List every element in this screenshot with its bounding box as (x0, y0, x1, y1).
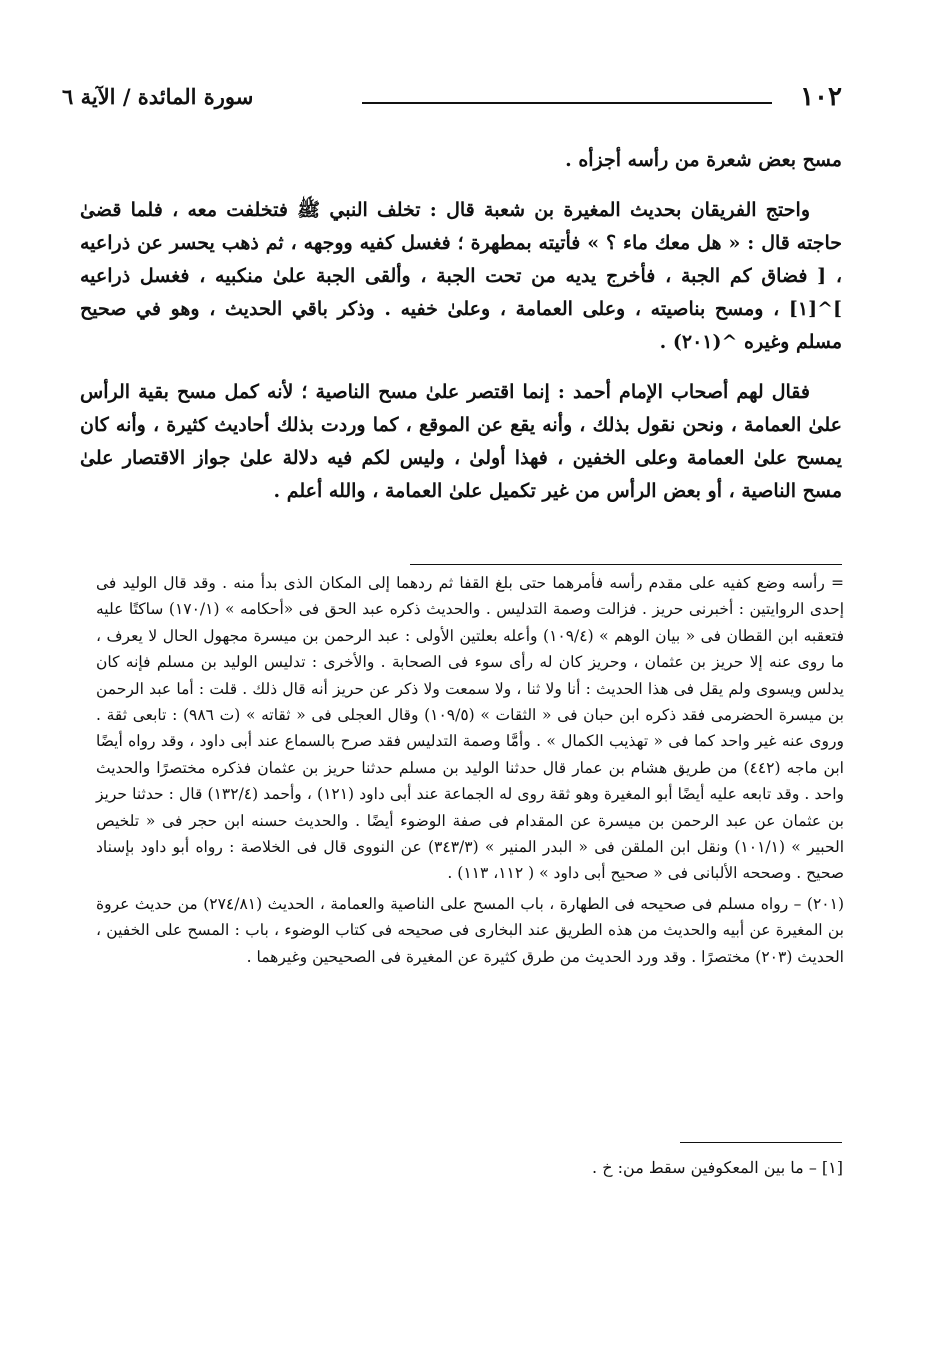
header-rule (362, 102, 772, 104)
main-paragraph: واحتج الفريقان بحديث المغيرة بن شعبة قال : تخلف النبي ﷺ فتخلفت معه ، فلما قضىٰ حاجته قال : « هل معك ماء ؟ » فأتيته بمطهرة ؛ فغسل كفيه ووجهه ، ثم ذهب يحسر عن ذراعيه ، [ فضاق كم الجبة ، فأخرج يديه من تحت الجبة ، وألقى الجبة علىٰ منكبيه ، فغسل ذراعيه ]^[١] ، ومسح بناصيته ، وعلى العمامة ، وعلىٰ خفيه . وذكر باقي الحديث ، وهو في صحيح مسلم وغيره ^(٢٠١) . (80, 199, 842, 353)
footnote-continuation: = رأسه وضع كفيه على مقدم رأسه فأمرهما حتى بلغ القفا ثم ردهما إلى المكان الذى بدأ منه . وقد قال الوليد فى إحدى الروايتين : أخبرنى حريز . فزالت وصمة التدليس . والحديث ذكره عبد الحق فى «أحكامه » (١٧٠/١) ساكتًا عليه فتعقبه ابن القطان فى « بيان الوهم » (١٠٩/٤) وأعله بعلتين الأولى : عبد الرحمن بن ميسرة مجهول الحال لا يعرف ، ما روى عنه إلا حريز بن عثمان ، وحريز كان له رأى سوء فى الصحابة . والأخرى : تدليس الوليد بن مسلم فإنه كان يدلس ويسوى ولم يقل فى هذا الحديث : أنا ولا ثنا ، ولا سمعت ولا ذكر عن حريز أنه قال ذلك . قلت : أما عبد الرحمن بن ميسرة الحضرمى فقد ذكره ابن حبان فى « الثقات » (١٠٩/٥) وقال العجلى فى « ثقاته » (ت ٩٨٦) : تابعى ثقة . وروى عنه غير واحد كما فى « تهذيب الكمال » . وأمَّا وصمة التدليس فقد صرح بالسماع عند أبى داود ، وقد رواه أيضًا ابن ماجه (٤٤٢) من طريق هشام بن عمار قال حدثنا الوليد بن مسلم حدثنا حريز بن عثمان فذكره مختصرًا والحديث واحد . وقد تابعه عليه أيضًا أبو المغيرة وهو ثقة روى له الجماعة عند أبى داود (١٢١) ، وأحمد (١٣٢/٤) قال : حدثنا حريز بن عثمان عن عبد الرحمن بن ميسرة عن المقدام فى صفة الوضوء أيضًا . والحديث حسنه ابن حجر فى « تلخيص الحبير » (١٠١/١) ونقل ابن الملقن فى « البدر المنير » (٣٤٣/٣) عن النووى قال فى الخلاصة : رواه أبو داود بإسناد صحيح . وصححه الألبانى فى « صحيح أبى داود » ( ١١٢، ١١٣) . (96, 574, 845, 883)
footnote-divider (410, 564, 842, 565)
main-paragraph: فقال لهم أصحاب الإمام أحمد : إنما اقتصر علىٰ مسح الناصية ؛ لأنه كمل مسح بقية الرأس علىٰ العمامة ، ونحن نقول بذلك ، وأنه يقع عن الموقع ، كما وردت بذلك أحاديث كثيرة ، وأنه كان يمسح علىٰ العمامة وعلى الخفين ، فهذا أولىٰ ، وليس لكم فيه دلالة علىٰ جواز الاقتصار علىٰ مسح الناصية ، أو بعض الرأس من غير تكميل علىٰ العمامة ، والله أعلم . (80, 381, 842, 502)
editor-note: [١] – ما بين المعكوفين سقط من: خ . (592, 1158, 843, 1177)
editor-note-divider (680, 1142, 842, 1143)
running-title: سورة المائدة / الآية ٦ (62, 84, 254, 109)
main-text (80, 144, 842, 525)
main-paragraph: مسح بعض شعرة من رأسه أجزأه . (565, 149, 842, 171)
page-number: ١٠٢ (800, 82, 842, 112)
footnote-201: (٢٠١) – رواه مسلم فى صحيحه فى الطهارة ، باب المسح على الناصية والعمامة ، الحديث (٢٧٤/٨١) من حديث عروة بن المغيرة عن أبيه والحديث من هذه الطريق عند البخارى فى صحيحه فى كتاب الوضوء ، باب : المسح على الخفين ، الحديث (٢٠٣) مختصرًا . وقد ورد الحديث من طرق كثيرة عن المغيرة فى الصحيحين وغيرهما . (96, 894, 844, 966)
footnotes (96, 570, 844, 974)
page-header (62, 82, 842, 122)
